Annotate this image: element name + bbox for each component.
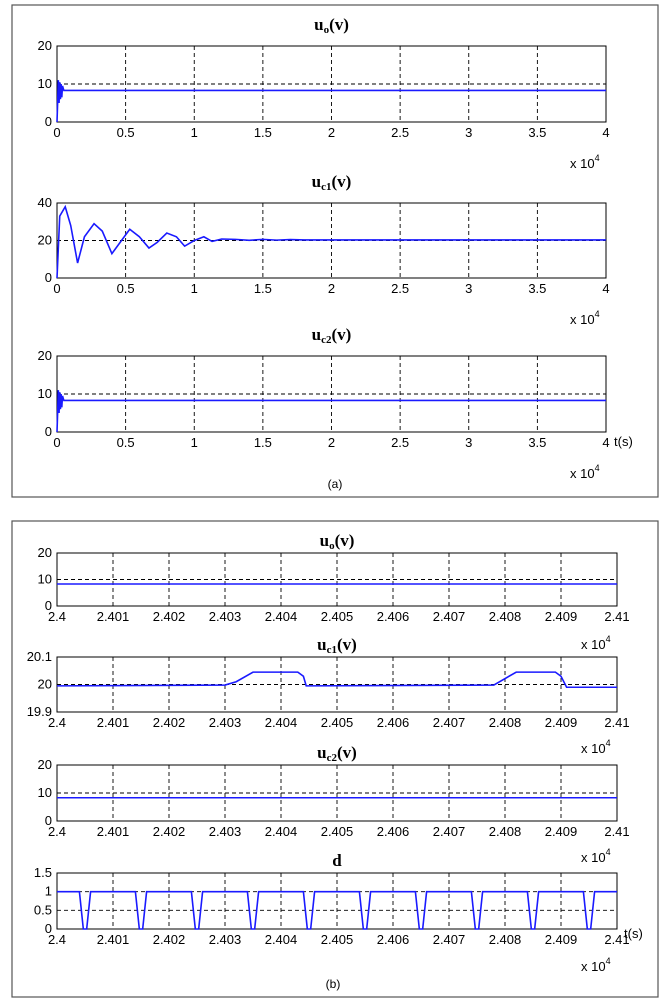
plot-title-subscript: c1 <box>321 181 332 193</box>
x-tick-label: 1 <box>190 435 198 450</box>
multiplier-base: x 10 <box>581 637 606 652</box>
y-tick-label: 0 <box>44 813 52 828</box>
plot-title-rest: (v) <box>331 325 352 344</box>
x-tick-label: 2.5 <box>391 435 410 450</box>
x-axis-unit-label: t(s) <box>614 434 633 449</box>
x-tick-label: 0.5 <box>116 281 135 296</box>
x-tick-label: 2.405 <box>320 932 354 947</box>
x-tick-label: 2.4 <box>47 824 67 839</box>
x-tick-label: 2.406 <box>376 824 410 839</box>
x-axis-unit-label: t(s) <box>624 926 643 941</box>
subplot-3 <box>38 325 610 481</box>
x-axis-multiplier <box>581 738 611 756</box>
plot-title-rest: (v) <box>334 531 355 550</box>
x-axis-multiplier <box>570 309 600 327</box>
y-tick-label: 20.1 <box>26 649 52 664</box>
plot-title-main: u <box>317 635 327 654</box>
y-tick-label: 20 <box>37 348 52 363</box>
x-tick-label: 3 <box>465 125 473 140</box>
x-tick-label: 2.404 <box>264 715 298 730</box>
x-tick-label: 2.405 <box>320 715 354 730</box>
y-tick-label: 0 <box>44 114 52 129</box>
plot-title <box>314 15 349 36</box>
x-axis-multiplier <box>581 847 611 865</box>
figure-a-caption: (a) <box>327 477 343 491</box>
x-tick-label: 2.409 <box>544 824 578 839</box>
x-tick-label: 2.403 <box>208 932 242 947</box>
x-axis-multiplier <box>570 153 600 171</box>
multiplier-exponent: 4 <box>594 153 600 163</box>
x-tick-label: 0.5 <box>116 125 135 140</box>
x-tick-label: 2.408 <box>488 715 522 730</box>
plot-title-main: u <box>319 531 330 550</box>
y-tick-label: 20 <box>37 38 52 53</box>
y-tick-label: 10 <box>37 386 52 401</box>
x-tick-label: 2.401 <box>96 932 130 947</box>
x-tick-label: 2.4 <box>47 715 67 730</box>
x-tick-label: 2.408 <box>488 932 522 947</box>
x-tick-label: 2.407 <box>432 715 466 730</box>
x-tick-label: 2.407 <box>432 609 466 624</box>
x-tick-label: 3 <box>465 281 473 296</box>
plot-title-main: u <box>311 325 322 344</box>
figure-b-caption: (b) <box>325 977 341 991</box>
y-tick-label: 0 <box>44 921 52 936</box>
subplot-2 <box>38 172 610 327</box>
y-tick-label: 10 <box>37 76 52 91</box>
x-tick-label: 0.5 <box>116 435 135 450</box>
x-tick-label: 2 <box>327 281 336 296</box>
subplot-7 <box>34 851 630 974</box>
y-tick-label: 0 <box>44 598 52 613</box>
multiplier-base: x 10 <box>570 466 595 481</box>
x-tick-label: 2.409 <box>544 609 578 624</box>
y-tick-label: 10 <box>37 785 52 800</box>
x-tick-label: 2.402 <box>152 932 186 947</box>
x-tick-label: 0 <box>53 281 61 296</box>
plot-title <box>312 172 352 193</box>
x-tick-label: 3.5 <box>528 125 547 140</box>
plot-title-rest: (v) <box>329 15 349 34</box>
x-tick-label: 2.406 <box>376 715 410 730</box>
plot-title-subscript: o <box>323 24 330 36</box>
x-tick-label: 2.408 <box>488 824 522 839</box>
plot-title <box>317 635 357 656</box>
x-tick-label: 2.403 <box>208 824 242 839</box>
y-tick-label: 0 <box>44 270 52 285</box>
multiplier-base: x 10 <box>581 959 606 974</box>
x-tick-label: 2.402 <box>152 609 186 624</box>
y-tick-label: 20 <box>37 545 52 560</box>
x-tick-label: 2.402 <box>152 824 186 839</box>
x-tick-label: 2.405 <box>320 824 354 839</box>
plot-title-rest: (v) <box>337 743 357 762</box>
x-tick-label: 3.5 <box>528 281 547 296</box>
plot-title-main: u <box>317 743 327 762</box>
x-tick-label: 2.404 <box>264 932 298 947</box>
x-tick-label: 4 <box>602 125 610 140</box>
y-tick-label: 10 <box>37 571 52 587</box>
multiplier-exponent: 4 <box>605 847 611 857</box>
multiplier-base: x 10 <box>570 312 595 327</box>
multiplier-exponent: 4 <box>605 738 611 748</box>
x-tick-label: 1.5 <box>253 125 272 140</box>
x-tick-label: 2.402 <box>152 715 186 730</box>
plot-title-subscript: c1 <box>326 644 338 656</box>
x-tick-label: 2.401 <box>96 609 130 624</box>
y-tick-label: 20 <box>37 676 52 692</box>
x-tick-label: 4 <box>602 435 610 450</box>
y-tick-label: 20 <box>37 232 52 248</box>
plot-title-subscript: c2 <box>326 752 338 764</box>
x-tick-label: 2.409 <box>544 715 578 730</box>
x-tick-label: 2.409 <box>544 932 578 947</box>
multiplier-base: x 10 <box>570 156 595 171</box>
x-tick-label: 2.5 <box>391 125 410 140</box>
plot-title <box>332 851 342 870</box>
x-tick-label: 2.404 <box>264 824 298 839</box>
y-tick-label: 1 <box>44 883 52 899</box>
plot-title <box>317 743 357 764</box>
x-tick-label: 1 <box>190 281 198 296</box>
x-tick-label: 3.5 <box>528 435 547 450</box>
x-tick-label: 2.41 <box>604 715 630 730</box>
x-tick-label: 2.41 <box>604 609 630 624</box>
plot-title <box>312 325 352 346</box>
x-tick-label: 1 <box>190 125 198 140</box>
subplot-1 <box>38 15 610 171</box>
x-tick-label: 2.408 <box>488 609 522 624</box>
multiplier-base: x 10 <box>581 850 606 865</box>
x-tick-label: 2 <box>327 435 336 450</box>
plot-title-rest: (v) <box>337 635 357 654</box>
x-tick-label: 2.5 <box>391 281 410 296</box>
x-tick-label: 2.4 <box>47 932 67 947</box>
x-tick-label: 2.403 <box>208 715 242 730</box>
x-tick-label: 2 <box>327 125 336 140</box>
x-tick-label: 2.41 <box>604 932 630 947</box>
plot-title-main: u <box>314 15 324 34</box>
plot-title-rest: (v) <box>331 172 352 191</box>
x-tick-label: 3 <box>465 435 473 450</box>
x-tick-label: 0 <box>53 125 61 140</box>
plot-title-main: d <box>332 851 342 870</box>
multiplier-base: x 10 <box>581 741 606 756</box>
x-tick-label: 2.404 <box>264 609 298 624</box>
x-tick-label: 2.406 <box>376 609 410 624</box>
y-tick-label: 40 <box>37 195 52 210</box>
y-tick-label: 0 <box>44 424 52 439</box>
y-tick-label: 20 <box>37 757 52 772</box>
x-axis-multiplier <box>570 463 600 481</box>
x-tick-label: 2.405 <box>320 609 354 624</box>
x-tick-label: 2.41 <box>604 824 630 839</box>
multiplier-exponent: 4 <box>594 309 600 319</box>
multiplier-exponent: 4 <box>605 956 611 966</box>
plot-title <box>320 531 355 552</box>
x-axis-multiplier <box>581 956 611 974</box>
multiplier-exponent: 4 <box>594 463 600 473</box>
multiplier-exponent: 4 <box>605 634 611 644</box>
x-tick-label: 4 <box>602 281 610 296</box>
y-tick-label: 1.5 <box>33 865 52 880</box>
subplot-5 <box>27 635 630 756</box>
plot-title-main: u <box>311 172 322 191</box>
y-tick-label: 0.5 <box>33 902 52 918</box>
x-tick-label: 1.5 <box>253 281 272 296</box>
subplot-4 <box>38 531 630 652</box>
x-tick-label: 2.407 <box>432 824 466 839</box>
x-tick-label: 2.401 <box>96 715 130 730</box>
x-tick-label: 2.407 <box>432 932 466 947</box>
x-tick-label: 2.401 <box>96 824 130 839</box>
plot-title-subscript: c2 <box>321 334 332 346</box>
x-tick-label: 0 <box>53 435 61 450</box>
subplot-6 <box>38 743 630 865</box>
plot-title-subscript: o <box>329 540 335 552</box>
x-axis-multiplier <box>581 634 611 652</box>
x-tick-label: 2.406 <box>376 932 410 947</box>
y-tick-label: 19.9 <box>26 704 52 719</box>
x-tick-label: 1.5 <box>253 435 272 450</box>
x-tick-label: 2.4 <box>47 609 67 624</box>
x-tick-label: 2.403 <box>208 609 242 624</box>
